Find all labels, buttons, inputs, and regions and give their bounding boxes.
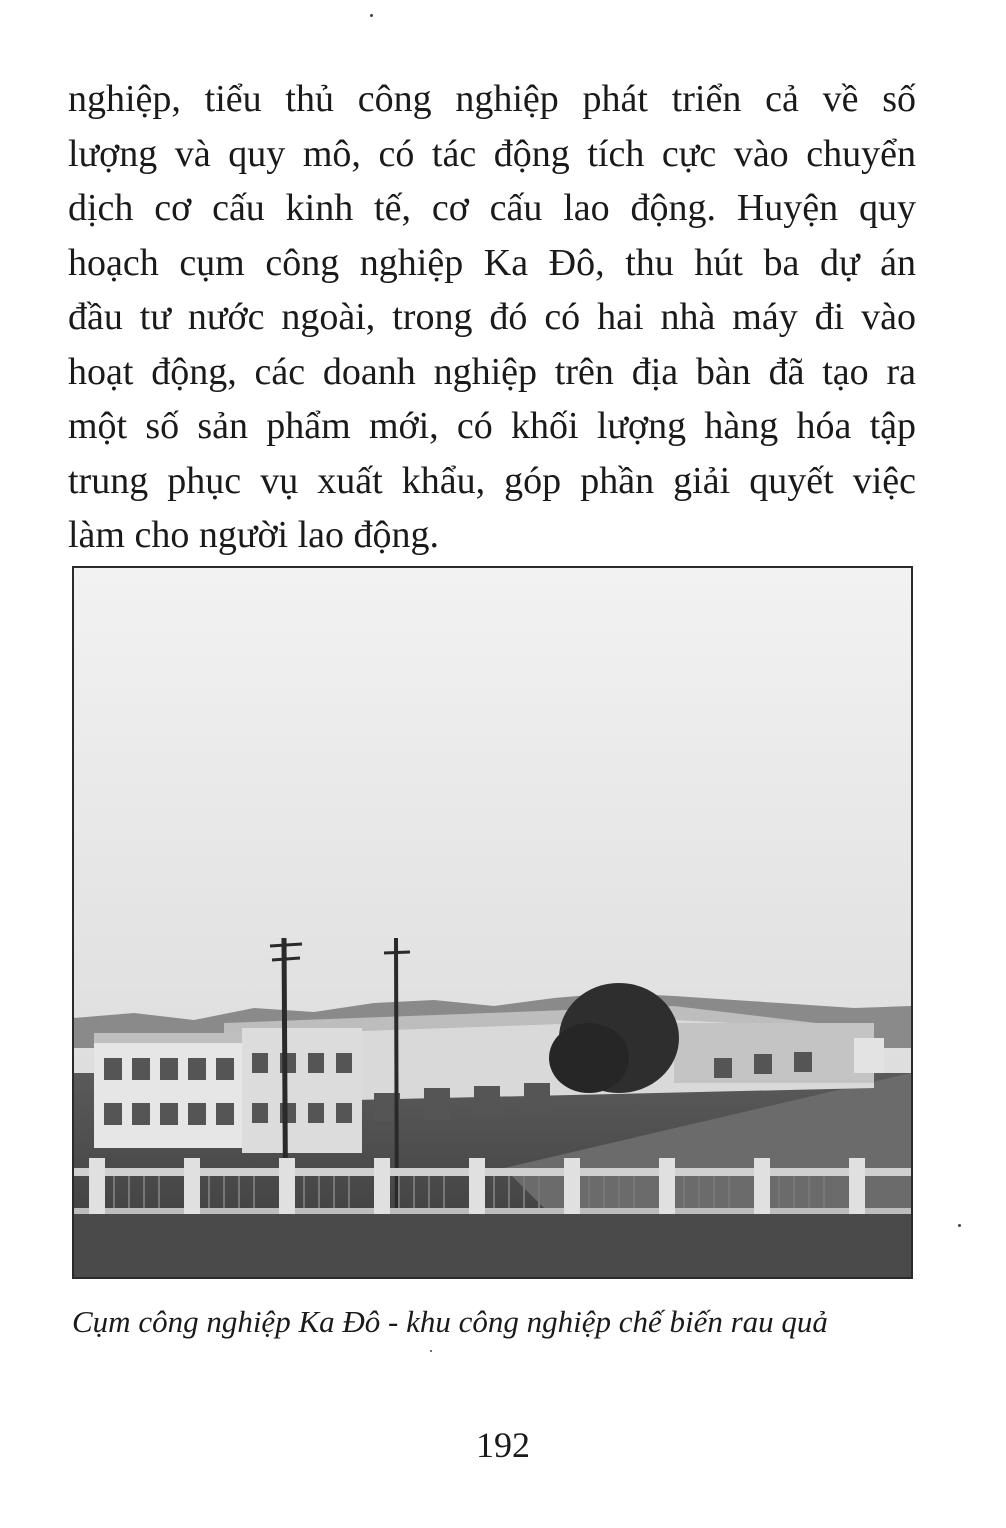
text-line: trung phục vụ xuất khẩu, góp phần giải quyết việc bbox=[68, 459, 916, 502]
guard-house bbox=[854, 1038, 884, 1073]
scan-speck bbox=[370, 14, 373, 17]
office-building bbox=[94, 1038, 244, 1148]
text-line: lượng và quy mô, có tác động tích cực vào chuyển bbox=[68, 132, 916, 175]
text-line: một số sản phẩm mới, có khối lượng hàng hóa tập bbox=[68, 405, 916, 447]
foreground-ground bbox=[74, 1214, 911, 1277]
figure-caption: Cụm công nghiệp Ka Đô - khu công nghiệp chế biến rau quả bbox=[72, 1304, 828, 1339]
office-annex bbox=[242, 1028, 362, 1153]
text-line: hoạt động, các doanh nghiệp trên địa bàn đã tạo ra bbox=[68, 350, 916, 393]
text-line: hoạch cụm công nghiệp Ka Đô, thu hút ba dự án bbox=[68, 241, 916, 284]
scan-speck bbox=[958, 1224, 961, 1227]
body-paragraph bbox=[68, 72, 916, 563]
factory-hall bbox=[674, 1023, 874, 1083]
tree bbox=[549, 1023, 629, 1093]
factory-photo bbox=[72, 566, 913, 1279]
page-number: 192 bbox=[476, 1425, 530, 1465]
factory-photo-illustration bbox=[74, 568, 911, 1277]
text-line: làm cho người lao động. bbox=[68, 514, 440, 556]
office-roof bbox=[94, 1033, 244, 1043]
text-line: nghiệp, tiểu thủ công nghiệp phát triển cả về số bbox=[68, 78, 916, 120]
scan-speck bbox=[430, 1350, 432, 1352]
text-line: đầu tư nước ngoài, trong đó có hai nhà máy đi vào bbox=[68, 296, 916, 338]
text-line: dịch cơ cấu kinh tế, cơ cấu lao động. Huyện quy bbox=[68, 187, 916, 229]
